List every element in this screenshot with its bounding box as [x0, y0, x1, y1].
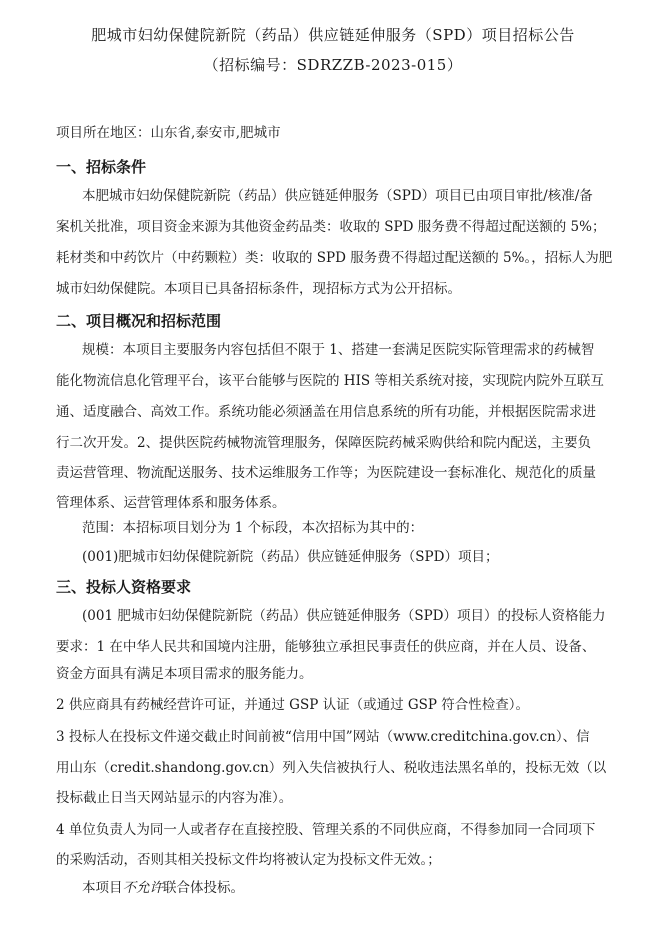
section-3-line: 3 投标人在投标文件递交截止时间前被“信用中国”网站（www.creditchina.gov.cn）、信	[56, 729, 590, 745]
section-3-line: (001 肥城市妇幼保健院新院（药品）供应链延伸服务（SPD）项目）的投标人资格能力	[82, 608, 606, 624]
section-1-line: 耗材类和中药饮片（中药颗粒）类：收取的 SPD 服务费不得超过配送额的 5%。，招标人为肥	[56, 250, 613, 266]
project-region: 项目所在地区：山东省,泰安市,肥城市	[56, 125, 281, 141]
consortium-note-suffix: 联合体投标。	[163, 880, 244, 896]
section-3-line: 2 供应商具有药械经营许可证，并通过 GSP 认证（或通过 GSP 符合性检查）。	[56, 697, 530, 713]
section-2-line: 管理体系、运营管理体系和服务体系。	[56, 495, 286, 511]
section-2-line: 规模：本项目主要服务内容包括但不限于 1、搭建一套满足医院实际管理需求的药械智	[82, 342, 595, 358]
section-1-line: 案机关批准，项目资金来源为其他资金药品类：收取的 SPD 服务费不得超过配送额的 5%；	[56, 219, 606, 235]
consortium-note	[82, 879, 642, 897]
section-2-line: 范围：本招标项目划分为 1 个标段，本次招标为其中的：	[82, 520, 424, 536]
consortium-note-emphasis: 不允许	[122, 880, 163, 896]
section-2-line: 行二次开发。2、提供医院药械物流管理服务，保障医院药械采购供给和院内配送，主要负	[56, 435, 592, 451]
tender-number: （招标编号：SDRZZB-2023-015）	[203, 56, 463, 74]
section-3-line: 投标截止日当天网站显示的内容为准）。	[56, 790, 293, 806]
section-heading-2: 二、项目概况和招标范围	[56, 312, 222, 330]
section-3-line: 要求：1 在中华人民共和国境内注册，能够独立承担民事责任的供应商，并在人员、设备、	[56, 639, 596, 655]
section-1-line: 本肥城市妇幼保健院新院（药品）供应链延伸服务（SPD）项目已由项目审批/核准/备	[82, 188, 593, 204]
section-3-line: 4 单位负责人为同一人或者存在直接控股、管理关系的不同供应商，不得参加同一合同项下	[56, 822, 596, 838]
section-2-line: (001)肥城市妇幼保健院新院（药品）供应链延伸服务（SPD）项目；	[82, 549, 499, 565]
section-3-line: 的采购活动，否则其相关投标文件均将被认定为投标文件无效。；	[56, 852, 441, 868]
section-3-line: 用山东（credit.shandong.gov.cn）列入失信被执行人、税收违法黑名单的，投标无效（以	[56, 760, 607, 776]
section-2-line: 能化物流信息化管理平台，该平台能够与医院的 HIS 等相关系统对接，实现院内院外互联互	[56, 373, 604, 389]
section-3-line: 资金方面具有满足本项目需求的服务能力。	[56, 666, 313, 682]
section-heading-3: 三、投标人资格要求	[56, 578, 192, 596]
section-heading-1: 一、招标条件	[56, 158, 147, 176]
consortium-note-prefix: 本项目	[82, 880, 123, 896]
section-1-line: 城市妇幼保健院。本项目已具备招标条件，现招标方式为公开招标。	[56, 281, 461, 297]
section-2-line: 通、适度融合、高效工作。系统功能必须涵盖在用信息系统的所有功能，并根据医院需求进	[56, 404, 596, 420]
document-title: 肥城市妇幼保健院新院（药品）供应链延伸服务（SPD）项目招标公告	[91, 26, 575, 44]
section-2-line: 责运营管理、物流配送服务、技术运维服务工作等；为医院建设一套标准化、规范化的质量	[56, 465, 596, 481]
